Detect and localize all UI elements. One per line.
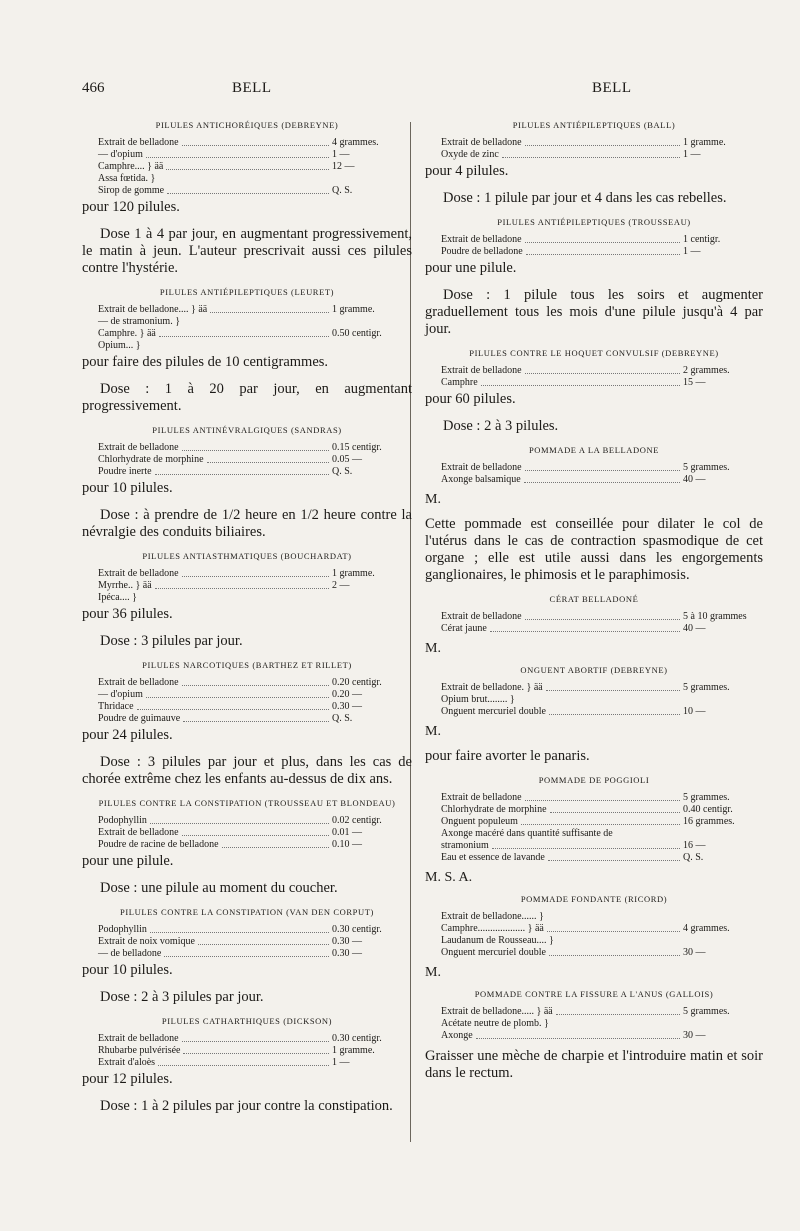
ingredient-quantity: Q. S. xyxy=(332,185,353,196)
ingredient-quantity: 5 grammes. xyxy=(683,1006,730,1017)
recipe-text: pour 120 pilules. xyxy=(82,199,180,215)
recipe-section xyxy=(425,775,763,886)
ingredient-quantity: 0.30 — xyxy=(332,936,362,947)
leader-dots xyxy=(616,828,680,837)
running-head-left: BELL xyxy=(232,80,272,96)
leader-dots xyxy=(525,365,680,374)
ingredient-name: Extrait de belladone. } ää xyxy=(441,682,543,693)
ingredient-row xyxy=(98,924,412,936)
ingredient-quantity xyxy=(683,828,763,840)
ingredient-name: Extrait de belladone xyxy=(98,442,179,453)
ingredient-row xyxy=(441,623,763,635)
ingredient-row xyxy=(98,304,412,316)
recipe-text: pour faire avorter le panaris. xyxy=(425,748,590,764)
leader-dots xyxy=(210,304,329,313)
leader-dots xyxy=(556,1006,680,1015)
ingredient-row xyxy=(98,328,412,340)
ingredient-row xyxy=(441,234,763,246)
recipe-text: Graisser une mèche de charpie et l'introduire matin et soir dans le rectum. xyxy=(425,1048,763,1081)
recipe-text: Dose : 2 à 3 pilules par jour. xyxy=(100,989,264,1005)
ingredient-row xyxy=(98,137,412,149)
ingredient-row xyxy=(98,936,412,948)
ingredient-name: Eau et essence de lavande xyxy=(441,852,545,863)
leader-dots xyxy=(476,1030,680,1039)
mix-instruction: M. xyxy=(425,965,441,980)
ingredient-quantity xyxy=(683,935,763,947)
ingredient-name: Extrait de belladone xyxy=(441,137,522,148)
leader-dots xyxy=(546,682,680,691)
recipe-text: pour une pilule. xyxy=(82,853,174,869)
recipe-title: PILULES ANTINÉVRALGIQUES (SANDRAS) xyxy=(152,425,342,435)
leader-dots xyxy=(164,948,329,957)
recipe-section xyxy=(425,217,763,338)
ingredient-quantity: 0.30 — xyxy=(332,701,362,712)
ingredient-quantity: 5 grammes. xyxy=(683,792,730,803)
ingredient-row xyxy=(98,1057,412,1069)
recipe-title: PILULES ANTICHORÉIQUES (DEBREYNE) xyxy=(155,120,339,130)
ingredient-quantity: 12 — xyxy=(332,161,355,172)
recipe-section xyxy=(82,120,412,277)
ingredient-row xyxy=(441,1018,763,1030)
leader-dots xyxy=(140,592,329,601)
recipe-title: PILULES CONTRE LA CONSTIPATION (TROUSSEAU ET BLONDEAU) xyxy=(98,798,396,808)
leader-dots xyxy=(524,474,680,483)
ingredient-quantity: 40 — xyxy=(683,623,706,634)
recipe-title: POMMADE CONTRE LA FISSURE A L'ANUS (GALLOIS) xyxy=(474,989,714,999)
ingredient-name: Camphre. } ää xyxy=(98,328,156,339)
page-number: 466 xyxy=(82,80,105,96)
ingredient-row xyxy=(98,161,412,173)
leader-dots xyxy=(207,454,329,463)
ingredient-quantity: 40 — xyxy=(683,474,706,485)
recipe-section xyxy=(82,907,412,1006)
ingredient-row xyxy=(441,1030,763,1042)
ingredient-row xyxy=(441,828,763,840)
ingredient-row xyxy=(441,706,763,718)
ingredient-row xyxy=(441,852,763,864)
leader-dots xyxy=(525,462,680,471)
leader-dots xyxy=(521,816,680,825)
ingredient-quantity: Q. S. xyxy=(332,713,353,724)
ingredient-quantity: 4 grammes. xyxy=(332,137,379,148)
leader-dots xyxy=(518,694,680,703)
ingredient-row xyxy=(441,611,763,623)
recipe-title: PILULES ANTIASTHMATIQUES (BOUCHARDAT) xyxy=(142,551,352,561)
leader-dots xyxy=(146,149,329,158)
ingredient-quantity: 2 — xyxy=(332,580,350,591)
recipe-title: ONGUENT ABORTIF (DEBREYNE) xyxy=(520,665,668,675)
ingredient-name: Poudre inerte xyxy=(98,466,152,477)
ingredient-quantity: 0.01 — xyxy=(332,827,362,838)
recipe-section xyxy=(82,1016,412,1115)
ingredient-name: Extrait de belladone xyxy=(98,137,179,148)
ingredient-name: Poudre de belladone xyxy=(441,246,523,257)
ingredient-quantity: 10 — xyxy=(683,706,706,717)
recipe-title: PILULES ANTIÉPILEPTIQUES (BALL) xyxy=(512,120,676,130)
leader-dots xyxy=(481,377,680,386)
recipe-title: PILULES CONTRE LA CONSTIPATION (VAN DEN CORPUT) xyxy=(120,907,374,917)
ingredient-row xyxy=(98,173,412,185)
leader-dots xyxy=(547,911,680,920)
ingredient-quantity: 0.10 — xyxy=(332,839,362,850)
ingredient-row xyxy=(441,935,763,947)
ingredient-row xyxy=(441,694,763,706)
leader-dots xyxy=(150,815,329,824)
ingredient-name: Cérat jaune xyxy=(441,623,487,634)
ingredient-name: Axonge macéré dans quantité suffisante de xyxy=(441,828,613,839)
recipe-text: Dose : une pilule au moment du coucher. xyxy=(100,880,338,896)
ingredient-name: Laudanum de Rousseau.... } xyxy=(441,935,554,946)
recipe-text: pour 10 pilules. xyxy=(82,480,173,496)
ingredient-quantity xyxy=(332,173,412,185)
ingredient-row xyxy=(441,911,763,923)
leader-dots xyxy=(525,137,680,146)
ingredient-quantity: 0.40 centigr. xyxy=(683,804,733,815)
recipe-text: pour une pilule. xyxy=(425,260,517,276)
mix-instruction: M. xyxy=(425,492,441,507)
ingredient-quantity xyxy=(332,592,412,604)
ingredient-row xyxy=(98,568,412,580)
ingredient-row xyxy=(98,677,412,689)
leader-dots xyxy=(548,852,680,861)
mix-instruction: M. S. A. xyxy=(425,870,473,885)
ingredient-quantity: 0.05 — xyxy=(332,454,362,465)
ingredient-row xyxy=(441,792,763,804)
recipe-text: Dose 1 à 4 par jour, en augmentant progressivement, le matin à jeun. L'auteur prescrivait aussi ces pilules contre l'hystérie. xyxy=(82,226,412,276)
ingredient-name: — de belladone xyxy=(98,948,162,959)
leader-dots xyxy=(526,246,680,255)
ingredient-row xyxy=(441,1006,763,1018)
ingredient-row xyxy=(98,689,412,701)
ingredient-quantity: 5 grammes. xyxy=(683,682,730,693)
ingredient-name: Extrait de belladone xyxy=(441,462,522,473)
leader-dots xyxy=(502,149,680,158)
recipe-section xyxy=(82,798,412,897)
ingredient-row xyxy=(98,580,412,592)
leader-dots xyxy=(146,689,329,698)
recipe-text: Dose : 3 pilules par jour. xyxy=(100,633,243,649)
recipe-title: PILULES NARCOTIQUES (BARTHEZ ET RILLET) xyxy=(142,660,352,670)
ingredient-quantity: 0.30 — xyxy=(332,948,362,959)
ingredient-quantity: 1 — xyxy=(683,246,701,257)
ingredient-name: Onguent mercuriel double xyxy=(441,706,546,717)
ingredient-name: Sirop de gomme xyxy=(98,185,165,196)
ingredient-quantity: 0.20 — xyxy=(332,689,362,700)
ingredient-row xyxy=(98,185,412,197)
ingredient-quantity: 30 — xyxy=(683,947,706,958)
mix-instruction: M. xyxy=(425,641,441,656)
recipe-text: pour 36 pilules. xyxy=(82,606,173,622)
ingredient-quantity xyxy=(332,340,412,352)
recipe-text: Dose : 1 à 20 par jour, en augmentant progressivement. xyxy=(82,381,412,414)
ingredient-row xyxy=(98,1045,412,1057)
ingredient-row xyxy=(441,377,763,389)
ingredient-row xyxy=(98,316,412,328)
ingredient-name: Camphre xyxy=(441,377,478,388)
leader-dots xyxy=(182,1033,329,1042)
running-head-right: BELL xyxy=(592,80,632,96)
leader-dots xyxy=(492,840,680,849)
recipe-text: Dose : 2 à 3 pilules. xyxy=(443,418,559,434)
leader-dots xyxy=(183,1045,329,1054)
ingredient-quantity: 0.30 centigr. xyxy=(332,924,382,935)
ingredient-row xyxy=(98,701,412,713)
leader-dots xyxy=(155,466,329,475)
ingredient-name: Rhubarbe pulvérisée xyxy=(98,1045,181,1056)
ingredient-row xyxy=(98,592,412,604)
recipe-title: POMMADE DE POGGIOLI xyxy=(538,775,650,785)
ingredient-row xyxy=(98,454,412,466)
leader-dots xyxy=(525,234,680,243)
ingredient-name: Opium... } xyxy=(98,340,141,351)
leader-dots xyxy=(222,839,329,848)
ingredient-quantity: 15 — xyxy=(683,377,706,388)
ingredient-row xyxy=(98,713,412,725)
ingredient-quantity: 1 gramme. xyxy=(332,1045,375,1056)
ingredient-name: Podophyllin xyxy=(98,815,147,826)
leader-dots xyxy=(557,935,680,944)
ingredient-row xyxy=(98,827,412,839)
leader-dots xyxy=(198,936,329,945)
ingredient-row xyxy=(441,804,763,816)
ingredient-name: Chlorhydrate de morphine xyxy=(441,804,547,815)
ingredient-name: — de stramonium. } xyxy=(98,316,181,327)
ingredient-row xyxy=(98,948,412,960)
leader-dots xyxy=(158,173,329,182)
ingredient-row xyxy=(98,442,412,454)
ingredient-name: Extrait de belladone xyxy=(441,611,522,622)
ingredient-quantity xyxy=(332,316,412,328)
recipe-text: pour 60 pilules. xyxy=(425,391,516,407)
leader-dots xyxy=(182,568,329,577)
ingredient-name: Acétate neutre de plomb. } xyxy=(441,1018,549,1029)
ingredient-row xyxy=(441,137,763,149)
recipe-text: Dose : 3 pilules par jour et plus, dans les cas de chorée extrême chez les enfants au-dessus de dix ans. xyxy=(82,754,412,787)
leader-dots xyxy=(182,442,329,451)
recipe-section xyxy=(425,348,763,435)
ingredient-row xyxy=(441,840,763,852)
leader-dots xyxy=(137,701,329,710)
recipe-text: Dose : 1 pilule par jour et 4 dans les cas rebelles. xyxy=(443,190,727,206)
ingredient-row xyxy=(441,923,763,935)
ingredient-name: Poudre de racine de belladone xyxy=(98,839,219,850)
ingredient-row xyxy=(441,474,763,486)
ingredient-row xyxy=(98,815,412,827)
ingredient-quantity: 0.15 centigr. xyxy=(332,442,382,453)
recipe-section xyxy=(82,425,412,541)
recipe-section xyxy=(425,120,763,207)
recipe-title: POMMADE A LA BELLADONE xyxy=(528,445,660,455)
leader-dots xyxy=(490,623,680,632)
ingredient-name: Extrait de belladone xyxy=(98,827,179,838)
ingredient-row xyxy=(441,149,763,161)
ingredient-row xyxy=(98,340,412,352)
ingredient-name: Camphre.... } ää xyxy=(98,161,164,172)
leader-dots xyxy=(547,923,680,932)
ingredient-quantity: 1 — xyxy=(683,149,701,160)
ingredient-name: Extrait de belladone xyxy=(98,677,179,688)
left-column xyxy=(82,116,412,1125)
ingredient-name: Extrait de belladone xyxy=(441,792,522,803)
ingredient-quantity: 1 gramme. xyxy=(683,137,726,148)
recipe-text: Cette pommade est conseillée pour dilater le col de l'utérus dans le cas de contraction spasmodique de cet organe ; elle est utile aussi dans les engorgements ganglionaires, le phimosis et le paraphimosis. xyxy=(425,516,763,583)
ingredient-quantity xyxy=(683,911,763,923)
leader-dots xyxy=(166,161,329,170)
ingredient-quantity: 1 gramme. xyxy=(332,568,375,579)
recipe-title: POMMADE FONDANTE (RICORD) xyxy=(520,894,668,904)
ingredient-name: Extrait de belladone..... } ää xyxy=(441,1006,553,1017)
ingredient-name: stramonium xyxy=(441,840,489,851)
ingredient-row xyxy=(441,682,763,694)
recipe-title: PILULES ANTIÉPILEPTIQUES (TROUSSEAU) xyxy=(497,217,691,227)
recipe-title: PILULES CONTRE LE HOQUET CONVULSIF (DEBREYNE) xyxy=(469,348,719,358)
leader-dots xyxy=(525,611,680,620)
recipe-text: Dose : 1 à 2 pilules par jour contre la constipation. xyxy=(100,1098,393,1114)
recipe-text: pour 10 pilules. xyxy=(82,962,173,978)
ingredient-quantity: Q. S. xyxy=(332,466,353,477)
ingredient-row xyxy=(98,839,412,851)
recipe-text: pour faire des pilules de 10 centigrammes. xyxy=(82,354,329,370)
ingredient-name: Oxyde de zinc xyxy=(441,149,499,160)
ingredient-quantity: Q. S. xyxy=(683,852,704,863)
recipe-section xyxy=(82,287,412,415)
ingredient-name: Extrait de belladone.... } ää xyxy=(98,304,208,315)
ingredient-name: Thridace xyxy=(98,701,134,712)
leader-dots xyxy=(167,185,329,194)
ingredient-name: Extrait de belladone xyxy=(441,234,522,245)
recipe-title: PILULES CATHARTHIQUES (DICKSON) xyxy=(161,1016,333,1026)
page-header xyxy=(82,80,760,110)
right-column xyxy=(425,116,763,1092)
ingredient-name: Axonge balsamique xyxy=(441,474,521,485)
leader-dots xyxy=(159,328,329,337)
ingredient-name: Assa fœtida. } xyxy=(98,173,156,184)
ingredient-name: Extrait de belladone xyxy=(441,365,522,376)
recipe-text: Dose : 1 pilule tous les soirs et augmenter graduellement tous les mois d'une pilule jusqu'à 4 par jour. xyxy=(425,287,763,337)
recipe-text: Dose : à prendre de 1/2 heure en 1/2 heure contre la névralgie des conduits biliaires. xyxy=(82,507,412,540)
ingredient-name: Poudre de guimauve xyxy=(98,713,181,724)
recipe-title: PILULES ANTIÉPILEPTIQUES (LEURET) xyxy=(159,287,335,297)
ingredient-quantity: 0.02 centigr. xyxy=(332,815,382,826)
ingredient-quantity: 16 — xyxy=(683,840,706,851)
leader-dots xyxy=(549,706,680,715)
ingredient-name: Opium brut........ } xyxy=(441,694,515,705)
ingredient-quantity: 4 grammes. xyxy=(683,923,730,934)
ingredient-name: — d'opium xyxy=(98,149,143,160)
leader-dots xyxy=(155,580,329,589)
ingredient-quantity: 5 grammes. xyxy=(683,462,730,473)
mix-instruction: M. xyxy=(425,724,441,739)
leader-dots xyxy=(549,947,680,956)
ingredient-name: — d'opium xyxy=(98,689,143,700)
ingredient-quantity: 30 — xyxy=(683,1030,706,1041)
leader-dots xyxy=(150,924,329,933)
recipe-section xyxy=(425,665,763,765)
ingredient-name: Extrait de belladone xyxy=(98,1033,179,1044)
recipe-section xyxy=(425,445,763,584)
leader-dots xyxy=(144,340,329,349)
ingredient-name: Myrrhe.. } ää xyxy=(98,580,152,591)
leader-dots xyxy=(525,792,680,801)
ingredient-row xyxy=(441,816,763,828)
recipe-section xyxy=(82,660,412,788)
ingredient-quantity: 5 à 10 grammes xyxy=(683,611,747,622)
leader-dots xyxy=(182,677,329,686)
ingredient-row xyxy=(441,462,763,474)
ingredient-name: Chlorhydrate de morphine xyxy=(98,454,204,465)
ingredient-quantity: 16 grammes. xyxy=(683,816,735,827)
ingredient-name: Podophyllin xyxy=(98,924,147,935)
ingredient-row xyxy=(98,466,412,478)
leader-dots xyxy=(552,1018,680,1027)
ingredient-quantity: 0.30 centigr. xyxy=(332,1033,382,1044)
ingredient-name: Axonge xyxy=(441,1030,473,1041)
leader-dots xyxy=(182,137,329,146)
ingredient-name: Onguent mercuriel double xyxy=(441,947,546,958)
leader-dots xyxy=(183,713,329,722)
leader-dots xyxy=(158,1057,329,1066)
ingredient-quantity xyxy=(683,1018,763,1030)
ingredient-row xyxy=(441,246,763,258)
recipe-section xyxy=(425,894,763,981)
ingredient-quantity: 0.50 centigr. xyxy=(332,328,382,339)
recipe-text: pour 4 pilules. xyxy=(425,163,509,179)
ingredient-quantity xyxy=(683,694,763,706)
recipe-text: pour 24 pilules. xyxy=(82,727,173,743)
ingredient-quantity: 1 — xyxy=(332,1057,350,1068)
ingredient-name: Extrait de belladone...... } xyxy=(441,911,544,922)
ingredient-name: Extrait de belladone xyxy=(98,568,179,579)
ingredient-quantity: 2 grammes. xyxy=(683,365,730,376)
leader-dots xyxy=(550,804,680,813)
ingredient-name: Extrait de noix vomique xyxy=(98,936,195,947)
ingredient-name: Ipéca.... } xyxy=(98,592,137,603)
ingredient-name: Camphre................... } ää xyxy=(441,923,544,934)
ingredient-name: Extrait d'aloès xyxy=(98,1057,156,1068)
ingredient-quantity: 0.20 centigr. xyxy=(332,677,382,688)
leader-dots xyxy=(182,827,329,836)
ingredient-row xyxy=(98,149,412,161)
recipe-section xyxy=(82,551,412,650)
ingredient-quantity: 1 — xyxy=(332,149,350,160)
ingredient-quantity: 1 centigr. xyxy=(683,234,721,245)
ingredient-name: Onguent populeum xyxy=(441,816,518,827)
ingredient-row xyxy=(441,365,763,377)
recipe-text: pour 12 pilules. xyxy=(82,1071,173,1087)
recipe-section xyxy=(425,594,763,657)
leader-dots xyxy=(183,316,329,325)
ingredient-quantity: 1 gramme. xyxy=(332,304,375,315)
recipe-section xyxy=(425,989,763,1082)
ingredient-row xyxy=(441,947,763,959)
ingredient-row xyxy=(98,1033,412,1045)
recipe-title: CÉRAT BELLADONÉ xyxy=(549,594,639,604)
